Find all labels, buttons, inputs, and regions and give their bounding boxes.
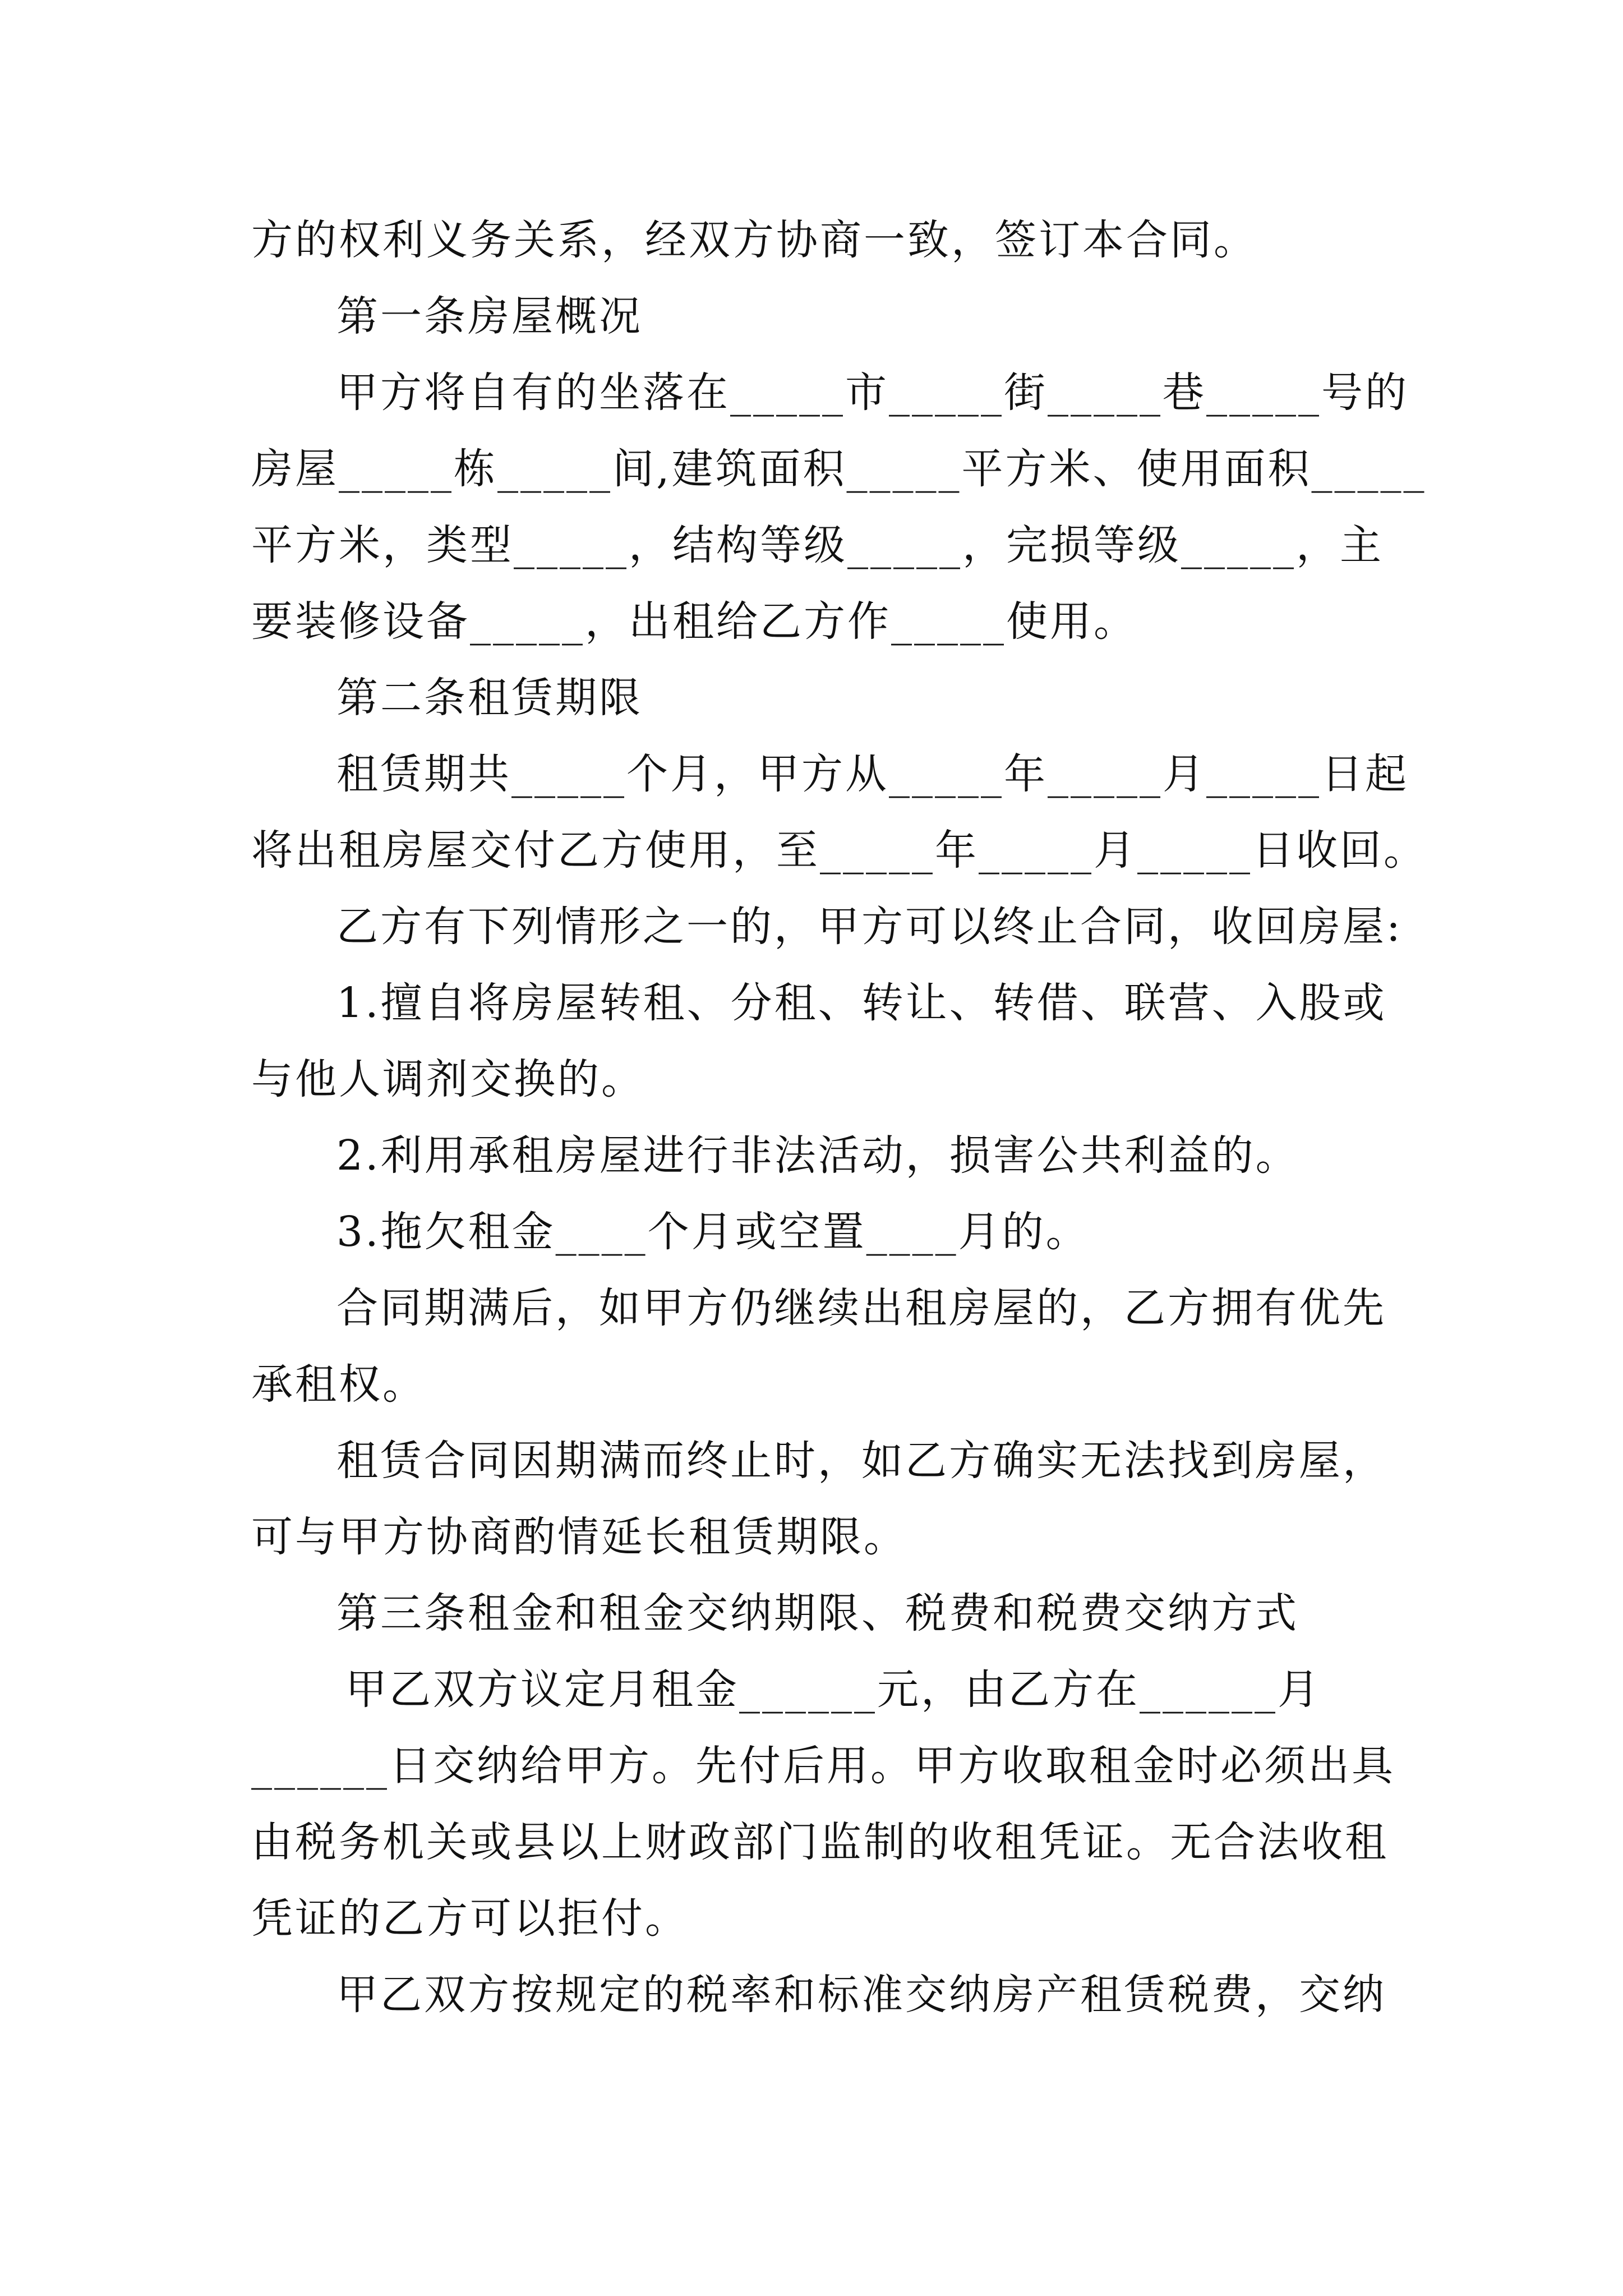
paragraph-line: 合同期满后，如甲方仍继续出租房屋的，乙方拥有优先 xyxy=(336,1284,1386,1332)
paragraph-line: 乙方有下列情形之一的，甲方可以终止合同，收回房屋: xyxy=(336,903,1403,951)
paragraph-line: ______日交纳给甲方。先付后用。甲方收取租金时必须出具 xyxy=(251,1742,1395,1790)
paragraph-line: 甲乙双方按规定的税率和标准交纳房产租赁税费，交纳 xyxy=(336,1971,1386,2019)
list-item: 2.利用承租房屋进行非法活动，损害公共利益的。 xyxy=(336,1131,1299,1180)
paragraph-line: 租赁合同因期满而终止时，如乙方确实无法找到房屋， xyxy=(336,1437,1386,1485)
paragraph-line: 甲乙双方议定月租金______元，由乙方在______月 xyxy=(345,1665,1321,1714)
paragraph-line: 要装修设备_____，出租给乙方作_____使用。 xyxy=(251,597,1137,646)
paragraph-line: 可与甲方协商酌情延长租赁期限。 xyxy=(251,1513,907,1561)
section-heading: 第二条租赁期限 xyxy=(336,674,643,722)
list-item: 1.擅自将房屋转租、分租、转让、转借、联营、入股或 xyxy=(336,979,1387,1027)
list-item-continuation: 与他人调剂交换的。 xyxy=(251,1055,645,1103)
paragraph-line: 由税务机关或县以上财政部门监制的收租凭证。无合法收租 xyxy=(251,1818,1389,1866)
paragraph-line: 将出租房屋交付乙方使用，至_____年_____月_____日收回。 xyxy=(251,826,1427,875)
list-item: 3.拖欠租金____个月或空置____月的。 xyxy=(336,1208,1090,1256)
section-heading: 第三条租金和租金交纳期限、税费和税费交纳方式 xyxy=(336,1589,1299,1637)
paragraph-line: 承租权。 xyxy=(251,1360,426,1409)
paragraph-line: 方的权利义务关系，经双方协商一致，签订本合同。 xyxy=(251,216,1257,264)
paragraph-line: 租赁期共_____个月，甲方从_____年_____月_____日起 xyxy=(336,750,1409,798)
section-heading: 第一条房屋概况 xyxy=(336,292,643,341)
paragraph-line: 凭证的乙方可以拒付。 xyxy=(251,1894,689,1943)
paragraph-line: 房屋_____栋_____间,建筑面积_____平方米、使用面积_____ xyxy=(251,445,1427,493)
paragraph-line: 平方米，类型_____，结构等级_____，完损等级_____，主 xyxy=(251,521,1384,569)
paragraph-line: 甲方将自有的坐落在_____市_____街_____巷_____号的 xyxy=(336,369,1409,417)
